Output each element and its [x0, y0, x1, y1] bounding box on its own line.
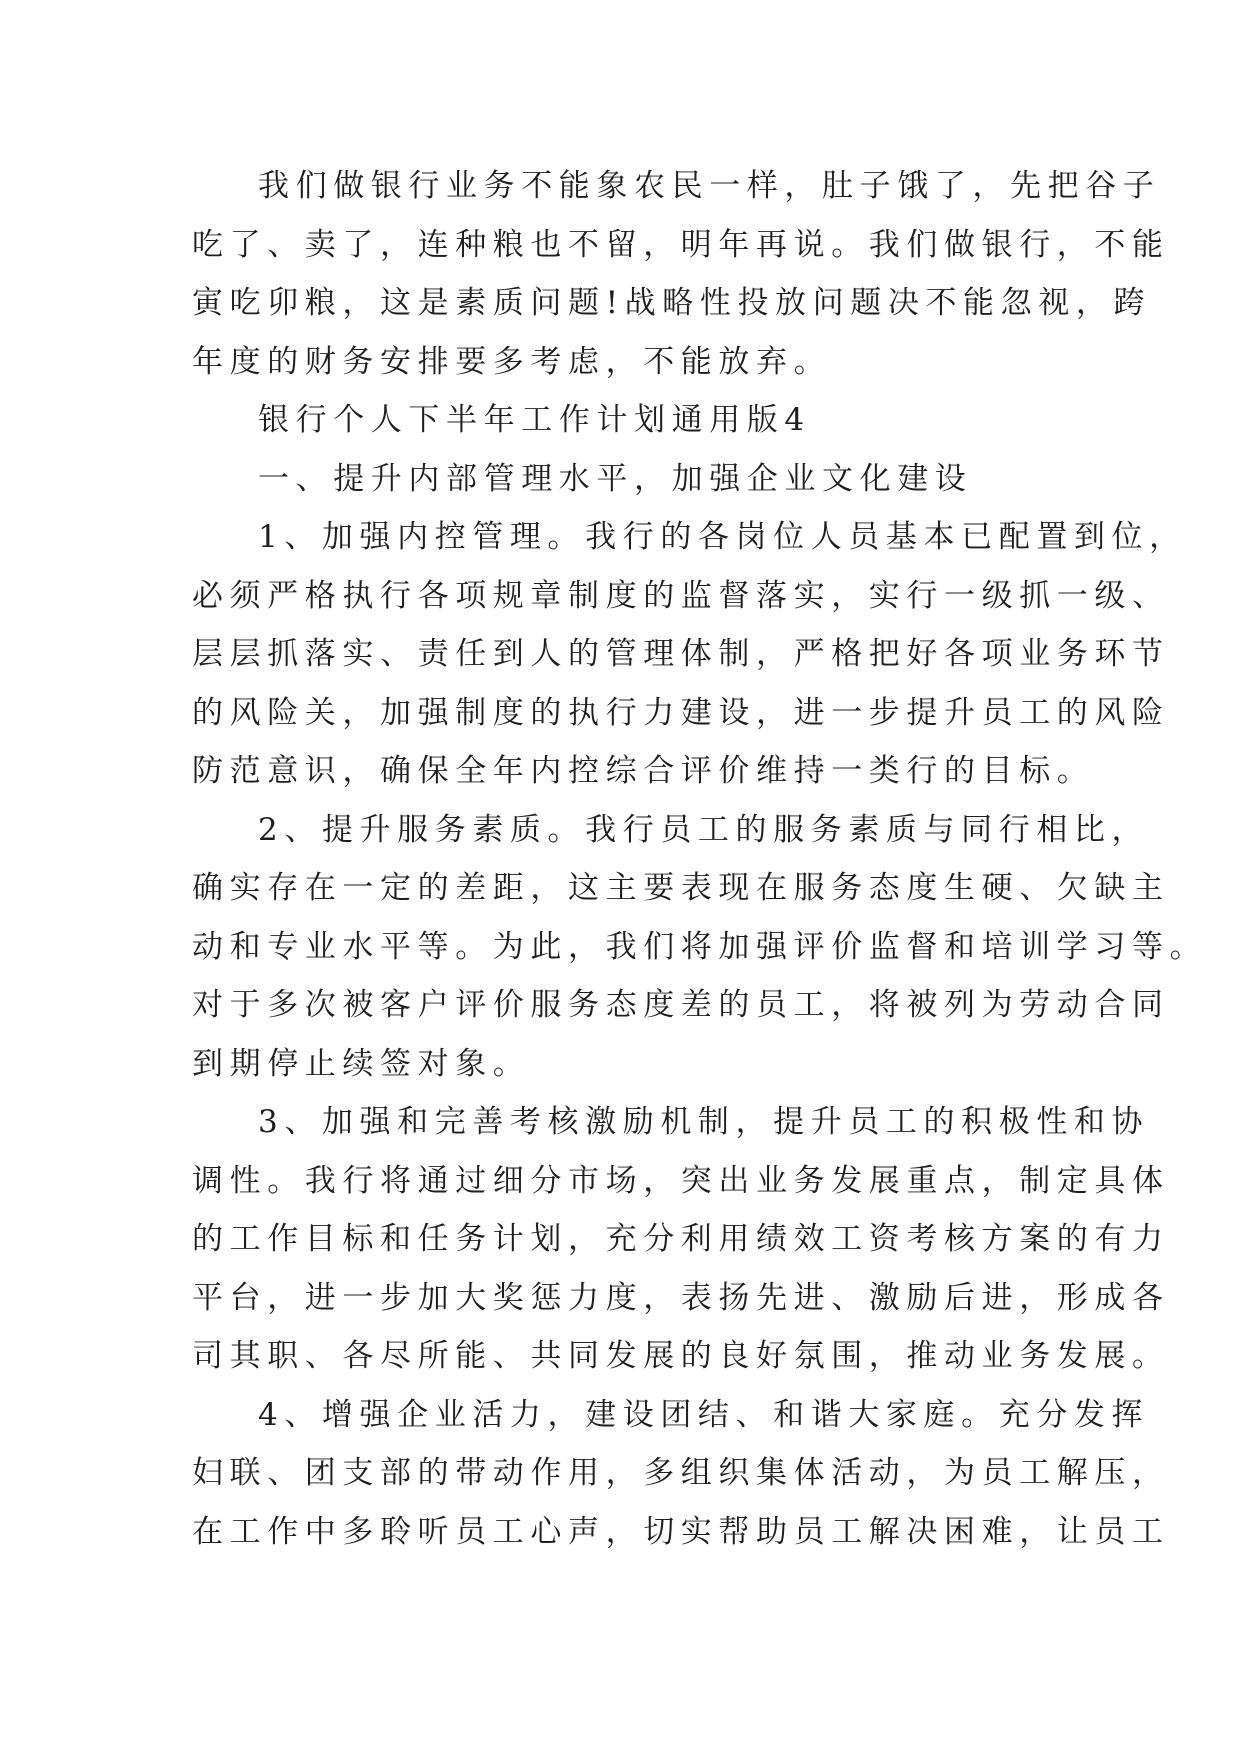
text-line: 确实存在一定的差距，这主要表现在服务态度生硬、欠缺主: [192, 870, 1170, 906]
text-line: 寅吃卯粮，这是素质问题!战略性投放问题决不能忽视，跨: [192, 285, 1152, 321]
text-line: 司其职、各尽所能、共同发展的良好氛围，推动业务发展。: [192, 1338, 1170, 1374]
paragraph-incentive-mechanism: [192, 1093, 1170, 1386]
text-line: 我们做银行业务不能象农民一样，肚子饿了，先把谷子: [258, 168, 1161, 204]
paragraph-internal-control: [192, 508, 1187, 801]
text-line: 的风险关，加强制度的执行力建设，进一步提升员工的风险: [192, 694, 1170, 731]
text-line: 在工作中多聆听员工心声，切实帮助员工解决困难，让员工: [192, 1513, 1170, 1550]
text-line: 层层抓落实、责任到人的管理体制，严格把好各项业务环节: [192, 636, 1170, 672]
text-line: 吃了、卖了，连种粮也不留，明年再说。我们做银行，不能: [192, 226, 1170, 263]
text-line: 3、加强和完善考核激励机制，提升员工的积极性和协: [258, 1104, 1150, 1140]
text-line: 年度的财务安排要多考虑，不能放弃。: [192, 343, 832, 380]
text-line: 2、提升服务素质。我行员工的服务素质与同行相比，: [258, 811, 1150, 848]
text-line: 动和专业水平等。为此，我们将加强评价监督和培训学习等。: [192, 928, 1208, 965]
subsection-heading: [192, 450, 1060, 509]
paragraph-service-quality: [192, 801, 1208, 1094]
text-line: 4、增强企业活力，建设团结、和谐大家庭。充分发挥: [258, 1396, 1150, 1433]
text-line: 必须严格执行各项规章制度的监督落实，实行一级抓一级、: [192, 577, 1170, 614]
document-body: [192, 157, 1208, 1561]
text-line: 妇联、团支部的带动作用，多组织集体活动，为员工解压，: [192, 1455, 1170, 1491]
text-line: 防范意识，确保全年内控综合评价维持一类行的目标。: [192, 753, 1095, 789]
paragraph-enterprise-vitality: [192, 1386, 1170, 1562]
text-line: 1、加强内控管理。我行的各岗位人员基本已配置到位，: [258, 519, 1187, 555]
heading-line: 银行个人下半年工作计划通用版4: [258, 402, 811, 438]
text-line: 对于多次被客户评价服务态度差的员工，将被列为劳动合同: [192, 987, 1170, 1023]
paragraph-banking-metaphor: [192, 157, 1170, 391]
text-line: 调性。我行将通过细分市场，突出业务发展重点，制定具体: [192, 1162, 1170, 1199]
text-line: 到期停止续签对象。: [192, 1045, 531, 1082]
text-line: 的工作目标和任务计划，充分利用绩效工资考核方案的有力: [192, 1221, 1170, 1257]
heading-line: 一、提升内部管理水平，加强企业文化建设: [258, 460, 973, 497]
section-heading: [192, 391, 1060, 450]
text-line: 平台，进一步加大奖惩力度，表扬先进、激励后进，形成各: [192, 1279, 1170, 1316]
